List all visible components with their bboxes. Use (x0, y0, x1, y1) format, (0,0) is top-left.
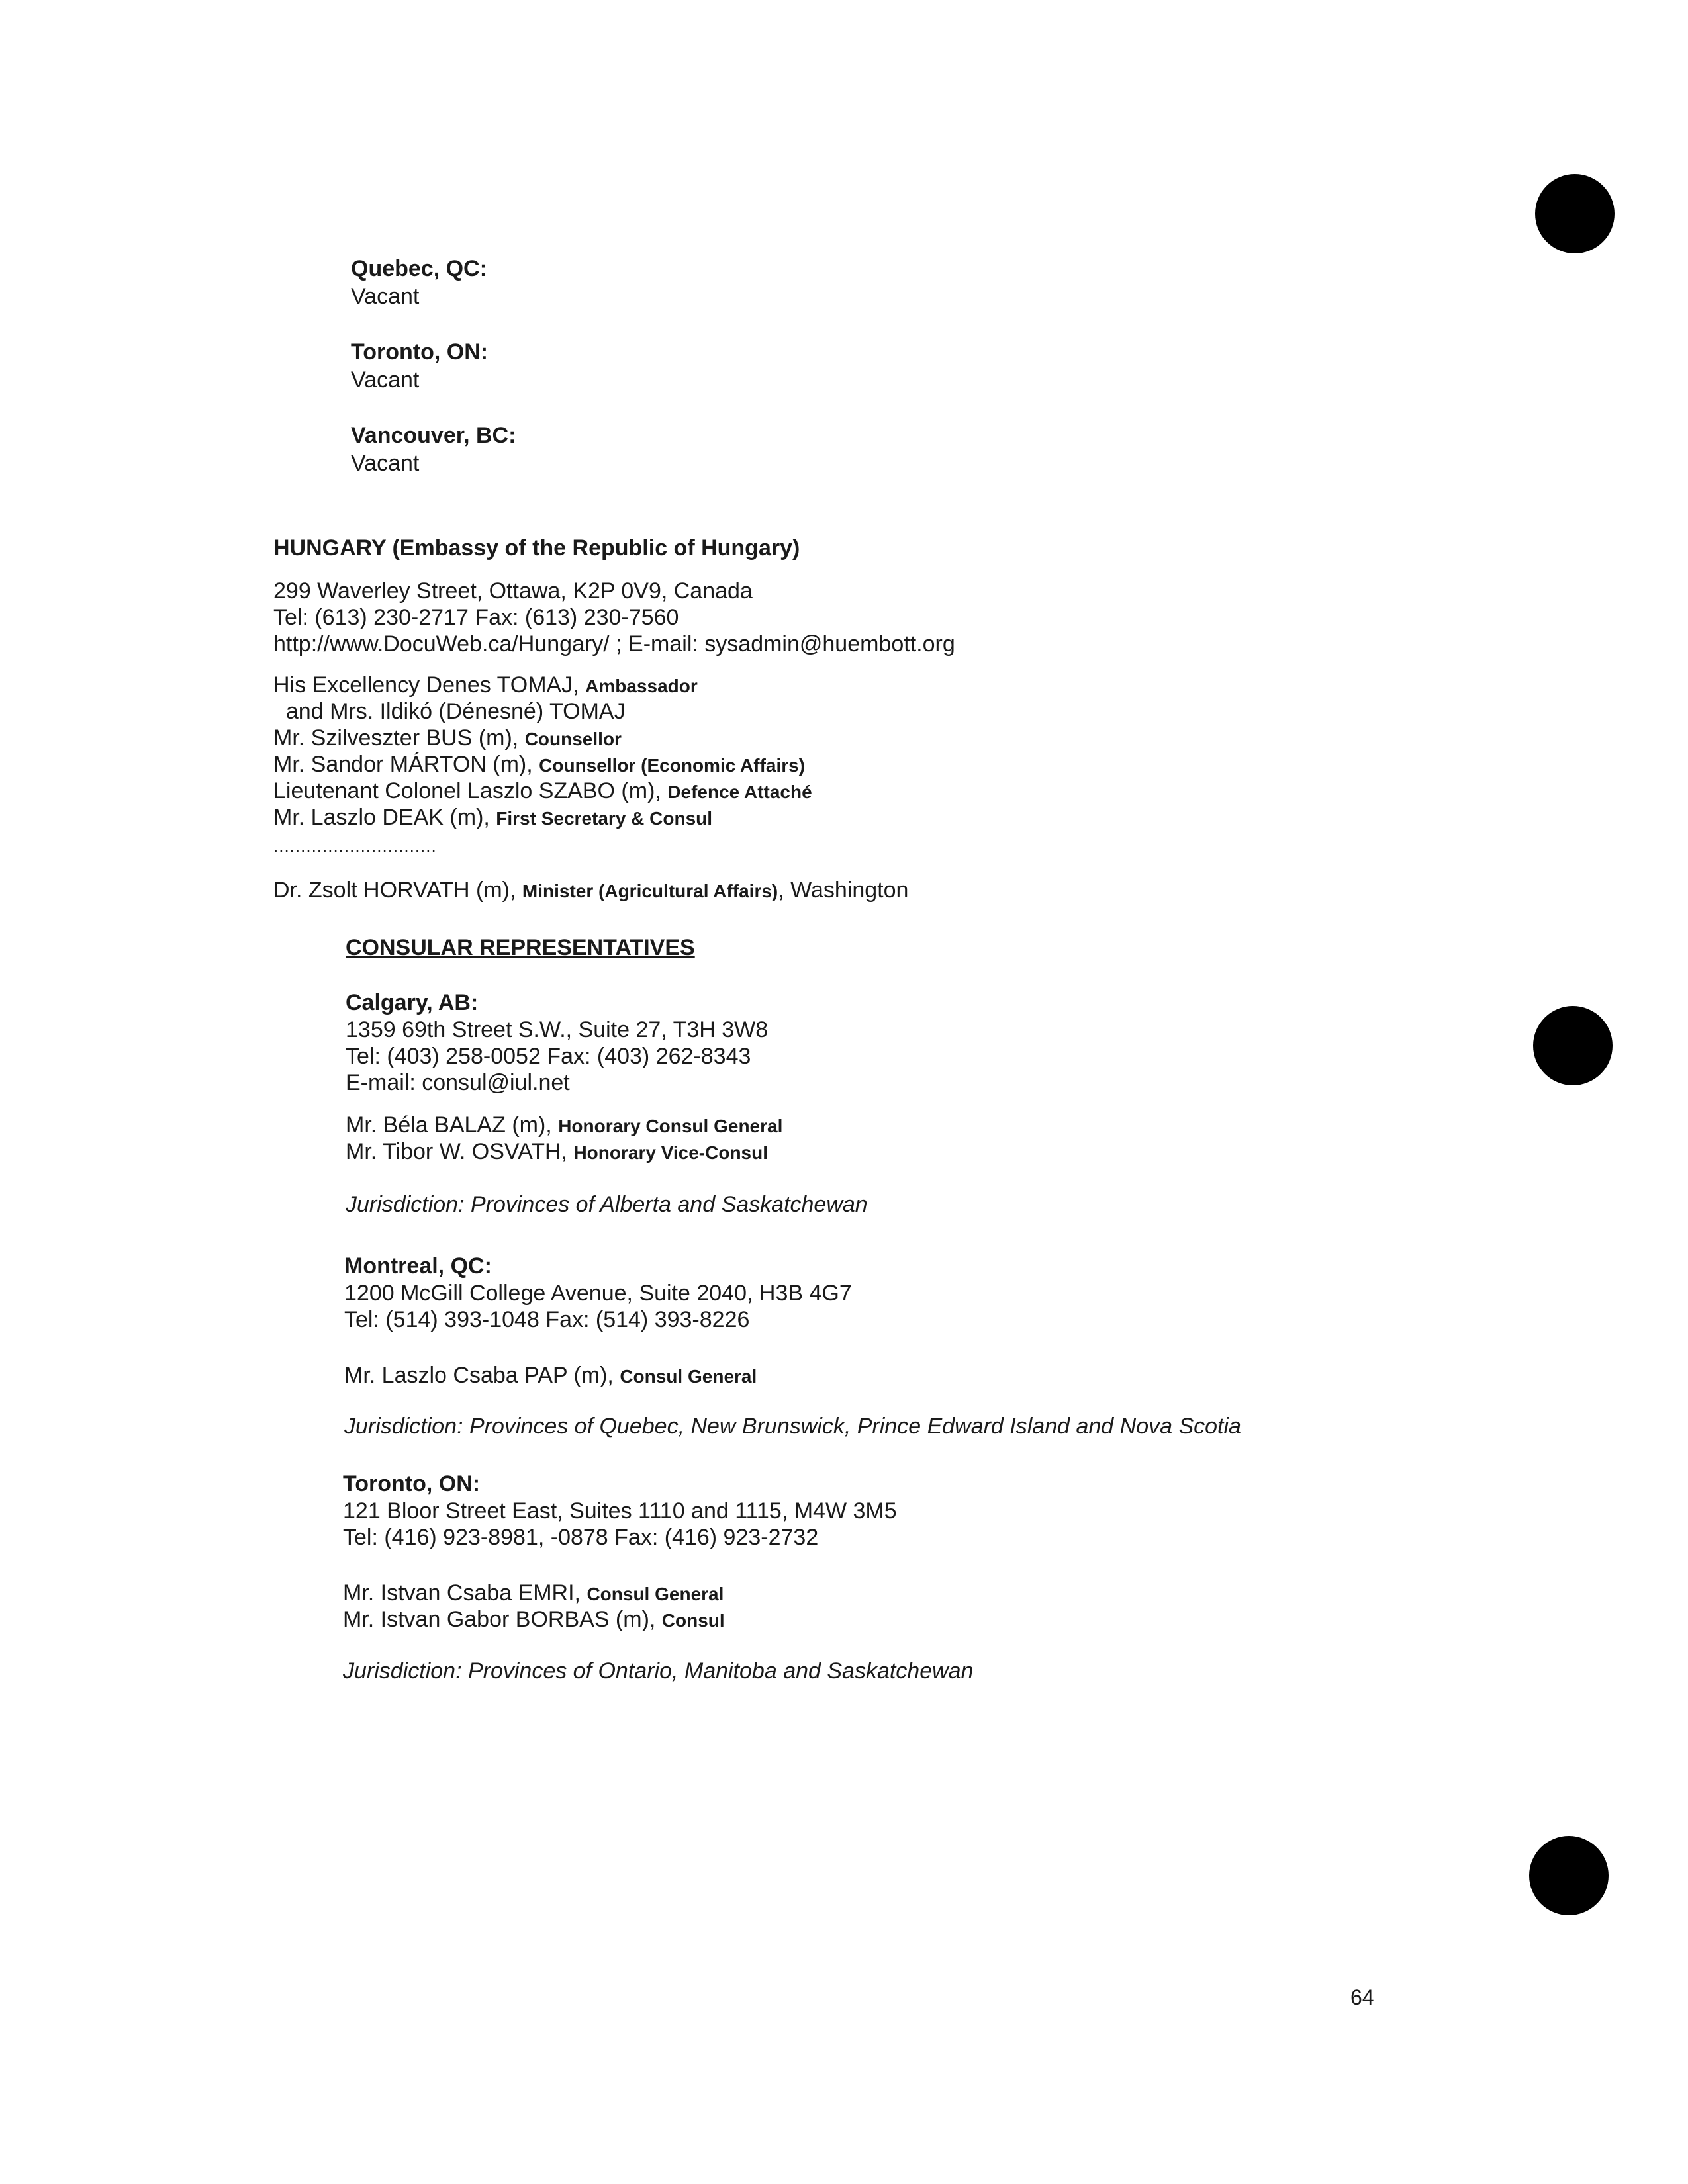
dotted-separator: .............................. (273, 836, 437, 856)
staff-title: Defence Attaché (667, 782, 812, 802)
embassy-heading: HUNGARY (Embassy of the Republic of Hungary) (273, 535, 800, 561)
staff-line (343, 1580, 724, 1608)
staff-line (346, 1138, 768, 1166)
vacant-status-quebec: Vacant (351, 284, 420, 309)
office-city-toronto: Toronto, ON: (343, 1471, 481, 1496)
vacant-city-toronto: Toronto, ON: (351, 340, 489, 365)
vacant-city-quebec: Quebec, QC: (351, 256, 487, 281)
staff-line (273, 725, 622, 752)
staff-name: His Excellency Denes TOMAJ, (273, 672, 586, 698)
staff-name: Mr. Istvan Gabor BORBAS (m), (343, 1607, 662, 1632)
staff-line (346, 1112, 782, 1140)
office-line: 1200 McGill College Avenue, Suite 2040, H3B 4G7 (344, 1281, 852, 1306)
staff-name: Mr. Laszlo DEAK (m), (273, 805, 496, 830)
staff-title: Consul General (620, 1366, 757, 1387)
staff-line (273, 672, 698, 700)
staff-line (273, 778, 812, 805)
punch-hole-top (1535, 174, 1615, 253)
staff-name: Mr. Tibor W. OSVATH, (346, 1139, 574, 1164)
washington-staff-line (273, 877, 908, 905)
jurisdiction-calgary: Jurisdiction: Provinces of Alberta and Saskatchewan (346, 1192, 868, 1217)
jurisdiction-montreal: Jurisdiction: Provinces of Quebec, New Brunswick, Prince Edward Island and Nova Scotia (344, 1414, 1241, 1439)
vacant-status-vancouver: Vacant (351, 451, 420, 476)
staff-title: Consul General (586, 1584, 724, 1604)
staff-line (273, 698, 626, 725)
staff-name: Mr. Sandor MÁRTON (m), (273, 752, 539, 777)
staff-suffix: , Washington (778, 878, 909, 903)
staff-line (273, 804, 712, 832)
staff-title: Counsellor (524, 729, 622, 749)
embassy-phone: Tel: (613) 230-2717 Fax: (613) 230-7560 (273, 605, 679, 630)
staff-title: Honorary Vice-Consul (573, 1142, 769, 1163)
staff-name: Mr. Laszlo Csaba PAP (m), (344, 1363, 620, 1388)
staff-name: and Mrs. Ildikó (Dénesné) TOMAJ (273, 699, 626, 724)
office-city-montreal: Montreal, QC: (344, 1253, 492, 1279)
staff-name: Dr. Zsolt HORVATH (m), (273, 878, 522, 903)
embassy-address: 299 Waverley Street, Ottawa, K2P 0V9, Canada (273, 578, 753, 604)
staff-line (273, 751, 805, 779)
office-line: Tel: (403) 258-0052 Fax: (403) 262-8343 (346, 1044, 751, 1069)
staff-title: First Secretary & Consul (496, 808, 713, 829)
staff-title: Minister (Agricultural Affairs) (522, 881, 778, 901)
consular-heading: CONSULAR REPRESENTATIVES (346, 935, 695, 960)
office-line: Tel: (416) 923-8981, -0878 Fax: (416) 923-2732 (343, 1525, 819, 1550)
staff-name: Mr. Béla BALAZ (m), (346, 1113, 559, 1138)
staff-title: Honorary Consul General (558, 1116, 783, 1136)
embassy-web-email: http://www.DocuWeb.ca/Hungary/ ; E-mail: sysadmin@huembott.org (273, 631, 955, 657)
staff-line (344, 1362, 757, 1390)
staff-name: Mr. Istvan Csaba EMRI, (343, 1580, 587, 1606)
vacant-status-toronto: Vacant (351, 367, 420, 392)
punch-hole-bottom (1529, 1836, 1609, 1915)
staff-line (343, 1606, 725, 1634)
office-city-calgary: Calgary, AB: (346, 990, 479, 1015)
office-line: 1359 69th Street S.W., Suite 27, T3H 3W8 (346, 1017, 769, 1042)
vacant-city-vancouver: Vancouver, BC: (351, 423, 516, 448)
staff-title: Consul (661, 1610, 725, 1631)
staff-name: Mr. Szilveszter BUS (m), (273, 725, 525, 751)
punch-hole-middle (1533, 1006, 1613, 1085)
jurisdiction-toronto: Jurisdiction: Provinces of Ontario, Manitoba and Saskatchewan (343, 1659, 974, 1684)
office-line: E-mail: consul@iul.net (346, 1070, 570, 1095)
office-line: 121 Bloor Street East, Suites 1110 and 1115, M4W 3M5 (343, 1498, 897, 1524)
staff-title: Counsellor (Economic Affairs) (539, 755, 806, 776)
staff-title: Ambassador (585, 676, 698, 696)
staff-name: Lieutenant Colonel Laszlo SZABO (m), (273, 778, 668, 803)
office-line: Tel: (514) 393-1048 Fax: (514) 393-8226 (344, 1307, 750, 1332)
page-number: 64 (1350, 1985, 1374, 2009)
